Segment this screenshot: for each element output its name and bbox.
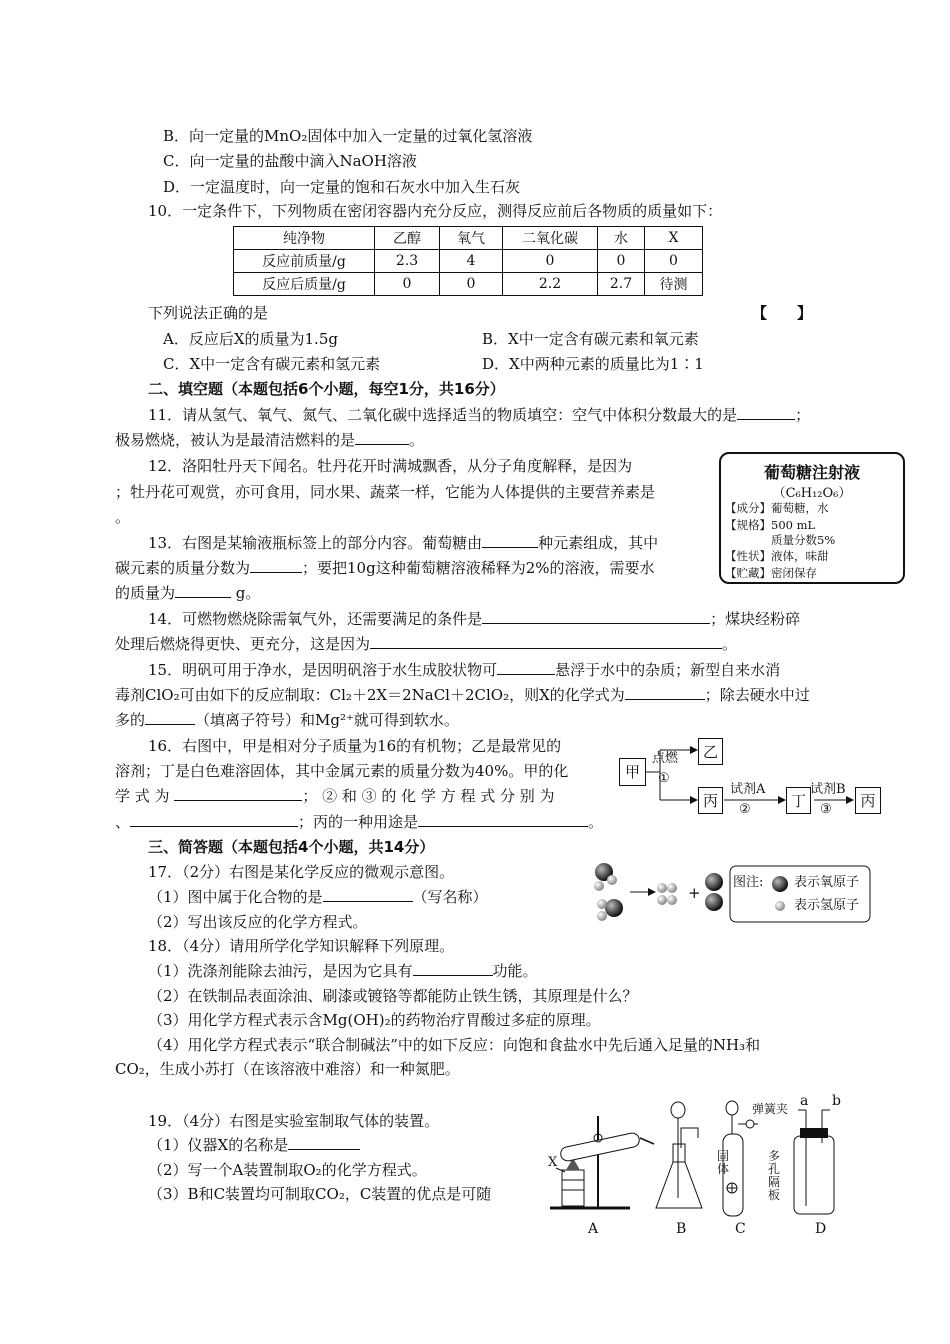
apparatus-label-clip: 弹簧夹 <box>752 1102 789 1116</box>
table-row <box>234 273 703 296</box>
table-header: 氧气 <box>440 227 503 250</box>
q14-text: 。 <box>722 635 738 653</box>
q12-line1: 12．洛阳牡丹天下闻名。牡丹花开时满城飘香，从分子角度解释，是因为 <box>148 457 633 475</box>
apparatus-label-b-port: b <box>832 1093 841 1109</box>
q13-text: ；要把10g这种葡萄糖溶液稀释为2%的溶液，需要水 <box>302 559 655 577</box>
q18-sub4: （4）用化学方程式表示“联合制碱法”中的如下反应：向饱和食盐水中先后通入足量的NH₃和 <box>148 1036 761 1054</box>
table-header: 水 <box>598 227 645 250</box>
answer-blank[interactable] <box>175 582 231 598</box>
svg-text:+: + <box>688 884 701 902</box>
q13-text: 种元素组成，其中 <box>538 534 659 552</box>
q16-text: 、 <box>115 813 131 831</box>
table-header: 二氧化碳 <box>503 227 598 250</box>
legend-oxygen: 表示氧原子 <box>794 875 860 890</box>
flow-ignite-label: 点燃 <box>652 751 679 766</box>
answer-blank[interactable] <box>130 811 298 827</box>
table-header: 纯净物 <box>234 227 375 250</box>
q15-text: ；除去硬水中过 <box>704 686 810 704</box>
q14-line1 <box>148 608 800 630</box>
q18-sub4-cont: CO₂，生成小苏打（在该溶液中难溶）和一种氮肥。 <box>115 1060 460 1078</box>
answer-blank[interactable] <box>482 608 710 624</box>
apparatus-label-b: B <box>676 1221 687 1237</box>
flow-reagent-b: 试剂B <box>810 782 846 797</box>
q16-line1: 16．右图中，甲是相对分子质量为16的有机物；乙是最常见的 <box>148 737 562 755</box>
q13-line1 <box>148 532 658 554</box>
q17-stem: 17．（2分）右图是某化学反应的微观示意图。 <box>148 863 455 881</box>
q15-text: 毒剂ClO₂可由如下的反应制取：Cl₂＋2X＝2NaCl＋2ClO₂，则X的化学式为 <box>115 686 625 704</box>
q14-text: 14．可燃物燃烧除需氧气外，还需要满足的条件是 <box>148 610 483 628</box>
answer-bracket: 【 】 <box>752 304 813 322</box>
q18-stem: 18．（4分）请用所学化学知识解释下列原理。 <box>148 937 455 955</box>
answer-blank[interactable] <box>497 659 555 675</box>
q19-text: （1）仪器X的名称是 <box>148 1136 289 1154</box>
apparatus-label-d: D <box>815 1221 827 1237</box>
flow-reagent-a: 试剂A <box>730 782 766 797</box>
q18-text: （1）洗涤剂能除去油污，是因为它具有 <box>148 962 413 980</box>
q9-option-c: C．向一定量的盐酸中滴入NaOH溶液 <box>163 152 417 170</box>
q13-text: 的质量为 <box>115 584 176 602</box>
q13-text: 13．右图是某输液瓶标签上的部分内容。葡萄糖由 <box>148 534 483 552</box>
apparatus-label-solid: 固体 <box>717 1149 730 1176</box>
label-row: 【贮藏】密闭保存 <box>725 566 817 580</box>
q19-sub3: （3）B和C装置均可制取CO₂，C装置的优点是可随 <box>148 1185 492 1203</box>
table-cell: 2.2 <box>503 273 598 296</box>
answer-blank[interactable] <box>250 557 302 573</box>
q15-line1 <box>148 659 780 681</box>
label-title: 葡萄糖注射液 <box>763 463 860 482</box>
answer-blank[interactable] <box>288 1134 360 1150</box>
q10-prompt: 下列说法正确的是 <box>148 304 269 322</box>
table-header: X <box>645 227 703 250</box>
q19-sub1 <box>148 1134 360 1156</box>
label-row: 【规格】500 mL <box>725 518 816 532</box>
q16-line4 <box>115 811 603 833</box>
apparatus-label-a: A <box>588 1221 599 1237</box>
q16-text: ；丙的一种用途是 <box>298 813 419 831</box>
q11-text: 11．请从氢气、氧气、氮气、二氧化碳中选择适当的物质填空：空气中体积分数最大的是 <box>148 406 738 424</box>
q11-text: 。 <box>409 431 425 449</box>
q17-text: （写名称） <box>412 888 488 906</box>
q15-text: 多的 <box>115 711 146 729</box>
q17-text: （1）图中属于化合物的是 <box>148 888 323 906</box>
table-header: 乙醇 <box>375 227 440 250</box>
table-cell: 2.7 <box>598 273 645 296</box>
q9-option-d: D．一定温度时，向一定量的饱和石灰水中加入生石灰 <box>163 178 521 196</box>
flow-box-bing-2: 丙 <box>855 787 881 814</box>
q19-stem: 19．（4分）右图是实验室制取气体的装置。 <box>148 1112 440 1130</box>
q13-line2 <box>115 557 655 579</box>
flow-step-1: ① <box>658 771 670 786</box>
flow-step-2: ② <box>739 802 751 817</box>
label-formula: （C₆H₁₂O₆） <box>772 486 852 501</box>
label-row: 质量分数5% <box>771 533 836 547</box>
q11-line1 <box>148 404 810 426</box>
q12-line2: ；牡丹花可观赏，亦可食用，同水果、蔬菜一样，它能为人体提供的主要营养素是 <box>115 483 656 501</box>
table-cell: 0 <box>440 273 503 296</box>
q14-text: 处理后燃烧得更快、更充分，这是因为 <box>115 635 371 653</box>
q15-line3 <box>115 709 459 731</box>
q10-stem: 10．一定条件下，下列物质在密闭容器内充分反应，测得反应前后各物质的质量如下： <box>148 202 723 220</box>
q14-line2 <box>115 633 737 655</box>
q15-text: 15．明矾可用于净水，是因明矾溶于水生成胶状物可 <box>148 661 498 679</box>
q18-sub1 <box>148 960 538 982</box>
answer-blank[interactable] <box>323 886 413 902</box>
table-row <box>234 227 703 250</box>
q13-text: 碳元素的质量分数为 <box>115 559 251 577</box>
label-row: 【成分】葡萄糖，水 <box>725 501 829 515</box>
q18-sub3: （3）用化学方程式表示含Mg(OH)₂的药物治疗胃酸过多症的原理。 <box>148 1011 601 1029</box>
q16-line3 <box>115 785 555 807</box>
answer-blank[interactable] <box>413 960 493 976</box>
table-cell: 0 <box>503 250 598 273</box>
flow-box-ding: 丁 <box>786 787 811 814</box>
apparatus-diagram <box>548 1098 868 1223</box>
q9-option-b: B．向一定量的MnO₂固体中加入一定量的过氧化氢溶液 <box>163 127 533 145</box>
q16-text: ； ② 和 ③ 的 化 学 方 程 式 分 别 为 <box>302 787 555 805</box>
legend-hydrogen: 表示氢原子 <box>794 898 860 913</box>
q13-line3 <box>115 582 260 604</box>
apparatus-label-x: X <box>548 1155 558 1170</box>
q16-text: 学 式 为 <box>115 787 170 805</box>
apparatus-label-plate: 多孔隔板 <box>768 1149 781 1202</box>
q11-text: ； <box>795 406 811 424</box>
table-cell: 待测 <box>645 273 703 296</box>
apparatus-label-a-port: a <box>800 1093 809 1109</box>
q19-sub2: （2）写一个A装置制取O₂的化学方程式。 <box>148 1161 427 1179</box>
q15-line2 <box>115 684 810 706</box>
apparatus-label-c: C <box>735 1221 746 1237</box>
q10-option-a: A．反应后X的质量为1.5g <box>163 330 338 348</box>
answer-blank[interactable] <box>370 633 722 649</box>
glucose-label <box>719 452 905 584</box>
flow-step-3: ③ <box>820 802 832 817</box>
q13-text: g。 <box>231 584 261 602</box>
answer-blank[interactable] <box>482 532 538 548</box>
q16-text: 。 <box>588 813 604 831</box>
q10-option-b: B．X中一定含有碳元素和氧元素 <box>482 330 699 348</box>
table-cell: 2.3 <box>375 250 440 273</box>
answer-blank[interactable] <box>625 684 705 700</box>
flow-box-yi: 乙 <box>698 738 723 765</box>
q12-line3: 。 <box>115 508 131 526</box>
answer-blank[interactable] <box>355 429 409 445</box>
flow-box-bing: 丙 <box>698 787 723 814</box>
q10-table <box>233 226 703 296</box>
q18-sub2: （2）在铁制品表面涂油、刷漆或镀铬等都能防止铁生锈，其原理是什么？ <box>148 987 638 1005</box>
section-title: 二、填空题（本题包括6个小题，每空1分，共16分） <box>148 380 505 398</box>
answer-blank[interactable] <box>418 811 588 827</box>
q17-sub1 <box>148 886 488 908</box>
table-cell: 4 <box>440 250 503 273</box>
q15-text: 悬浮于水中的杂质；新型自来水消 <box>555 661 781 679</box>
section-title: 三、简答题（本题包括4个小题，共14分） <box>148 838 435 856</box>
q14-text: ；煤块经粉碎 <box>710 610 801 628</box>
q10-option-c: C．X中一定含有碳元素和氢元素 <box>163 355 381 373</box>
q11-text: 极易燃烧，被认为是最清洁燃料的是 <box>115 431 356 449</box>
q15-text: （填离子符号）和Mg²⁺就可得到软水。 <box>195 711 459 729</box>
q11-line2 <box>115 429 424 451</box>
table-row <box>234 250 703 273</box>
label-row: 【性状】液体，味甜 <box>725 549 829 563</box>
table-cell: 反应前质量/g <box>234 250 375 273</box>
q10-option-d: D．X中两种元素的质量比为1∶1 <box>482 355 704 373</box>
answer-blank[interactable] <box>145 709 195 725</box>
q17-sub2: （2）写出该反应的化学方程式。 <box>148 913 368 931</box>
answer-blank[interactable] <box>737 404 795 420</box>
q18-text: 功能。 <box>492 962 538 980</box>
flow-box-jia: 甲 <box>619 758 646 786</box>
legend-title: 图注: <box>733 875 764 890</box>
q16-line2: 溶剂；丁是白色难溶固体，其中金属元素的质量分数为40%。甲的化 <box>115 762 569 780</box>
table-cell: 0 <box>375 273 440 296</box>
table-cell: 反应后质量/g <box>234 273 375 296</box>
answer-blank[interactable] <box>174 785 302 801</box>
table-cell: 0 <box>598 250 645 273</box>
table-cell: 0 <box>645 250 703 273</box>
